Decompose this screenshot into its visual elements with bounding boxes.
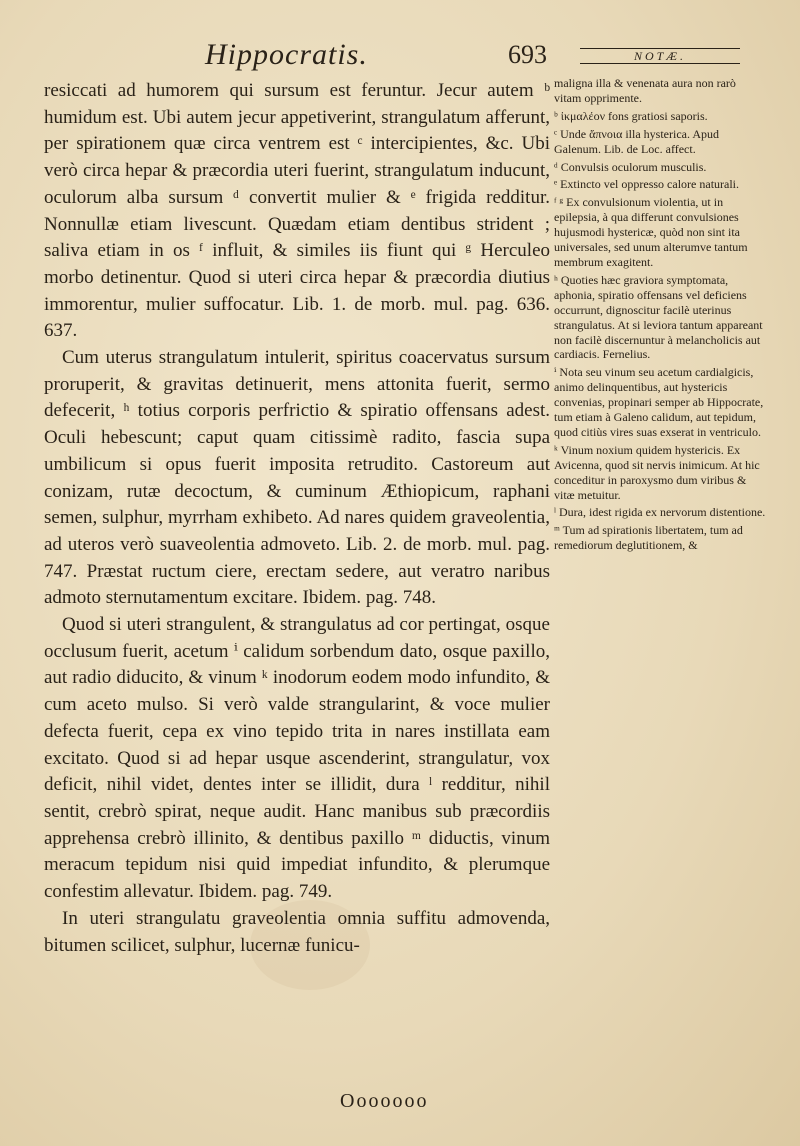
notes-title: NOTÆ.: [580, 48, 740, 64]
footnote: ʰ Quoties hæc graviora symptomata, aphonia, spiratio offensans vel deficiens occurrunt, dignoscitur facilè uterinus strangulatus. At si leviora tantum appareant non facilè discernuntur à melancholicis aut cardiacis. Fernelius.: [554, 272, 763, 362]
catchword: Ooooooo: [340, 1090, 429, 1112]
main-paragraph: Cum uterus strangulatum intulerit, spiritus coacervatus sursum proruperit, & gravitas detinuerit, mens attonita fuerit, sermo defecerit, ʰ totius corporis perfrictio & spiratio offensans adest. Oculi hebescunt; caput quam citissimè radito, fascia supa umbilicum si opus fuerit imposita retrudito. Castoreum aut conizam, rutæ decoctum, & cuminum Æthiopicum, raphani semen, sulphur, myrrham exhibeto. Ad nares quidem graveolentia, ad uteros verò suaveolentia admoveto. Lib. 2. de morb. mul. pag. 747. Præstat ructum ciere, erectam sedere, aut veratro naribus admoto sternutamentum excitare. Ibidem. pag. 748.: [44, 347, 550, 609]
footnote: ˡ Dura, idest rigida ex nervorum distentione.: [554, 505, 766, 520]
footnote: ᵇ ἰκμαλέον fons gratiosi saporis.: [554, 108, 708, 123]
page-header: [0, 38, 800, 72]
footnote: ᵏ Vinum noxium quidem hystericis. Ex Avicenna, quod sit nervis inimicum. At hic conceditur in paroxysmo dum viribus & vitæ metuitur.: [554, 442, 760, 502]
main-paragraph: In uteri strangulatu graveolentia omnia suffitu admovenda, bitumen scilicet, sulphur, lucernæ funicu-: [44, 907, 550, 956]
main-paragraph: Quod si uteri strangulent, & strangulatus ad cor pertingat, osque occlusum fuerit, acetum ⁱ calidum sorbendum dato, osque paxillo, aut radio diducito, & vinum ᵏ inodorum eodem modo infundito, & cum aceto mulso. Si verò valde strangularint, & voce mulier defecta fuerit, cepa ex vino tepido trita in nares instillata eam excitato. Quod si ad hepar usque ascenderint, strangulatur, vox deficit, nihil videt, dentes inter se illidit, dura ˡ redditur, nihil sentit, crebrò spirat, neque audit. Hanc manibus sub præcordiis apprehensa crebrò illinito, & dentibus paxillo ᵐ diductis, vinum meracum tepidum nisi quid impediat infundito, & plerumque confestim allevatur. Ibidem. pag. 749.: [44, 614, 550, 903]
footnote: ⁱ Nota seu vinum seu acetum cardialgicis, animo delinquentibus, aut hystericis convenias, propinari semper ab Hippocrate, tum etiam à Galeno calidum, aut tepidum, quod citiùs vires suas exserat in ventriculo.: [554, 365, 764, 439]
footnote: maligna illa & venenata aura non rarò vitam opprimente.: [554, 76, 736, 105]
footnote: ᵐ Tum ad spirationis libertatem, tum ad remediorum deglutitionem, &: [554, 523, 743, 553]
main-paragraph: resiccati ad humorem qui sursum est feruntur. Jecur autem ᵇ humidum est. Ubi autem jecur appetiverint, strangulatum afferunt, per spirationem quæ circa ventrem est ᶜ intercipientes, &c. Ubi verò circa hepar & præcordia uteri fuerint, strangulatum inducunt, oculorum alba sursum ᵈ convertit mulier & ᵉ frigida redditur. Nonnullæ etiam livescunt. Quædam etiam dentibus strident ; saliva etiam in os ᶠ influit, & similes iis fiunt qui ᵍ Herculeo morbo detinentur. Quod si uteri circa hepar & præcordia diutius immorentur, mulier suffocatur. Lib. 1. de morb. mul. pag. 636. 637.: [44, 80, 550, 342]
running-head: Hippocratis.: [205, 38, 368, 71]
footnote: ᵉ Extincto vel oppresso calore naturali.: [554, 177, 740, 192]
main-text-column: [44, 78, 550, 959]
footnote: ᶜ Unde ἄπνοια illa hysterica. Apud Galenum. Lib. de Loc. affect.: [554, 126, 719, 156]
notes-column: [554, 76, 766, 556]
page-number: 693: [508, 40, 547, 69]
footnote: ᶠ ᵍ Ex convulsionum violentia, ut in epilepsia, à qua differunt convulsiones hujusmodi hystericæ, quòd non sint ita universales, sed unum alterumve tantum membrum exagitent.: [554, 195, 748, 269]
footnote: ᵈ Convulsis oculorum musculis.: [554, 159, 707, 174]
